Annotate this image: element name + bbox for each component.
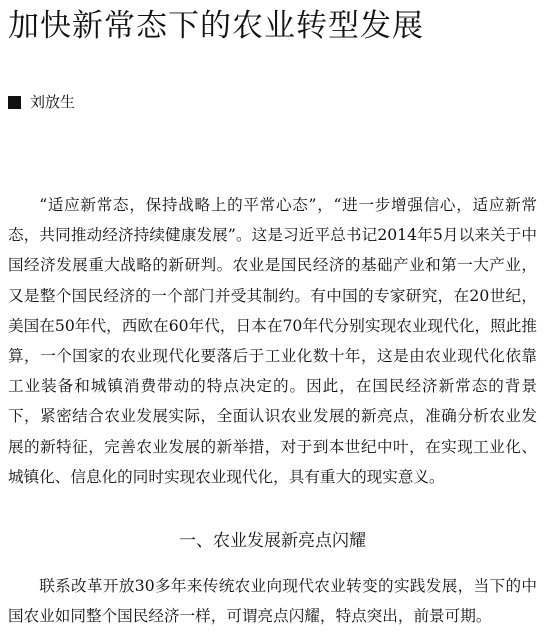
section-heading: 一、农业发展新亮点闪耀 bbox=[179, 531, 366, 551]
article-title: 加快新常态下的农业转型发展 bbox=[8, 8, 424, 44]
author-line bbox=[8, 92, 75, 112]
intro-paragraph: “适应新常态，保持战略上的平常心态”，“进一步增强信心，适应新常态，共同推动经济持续健康发展”。这是习近平总书记2014年5月以来关于中国经济发展重大战略的新研判。农业是国民经济的基础产业和第一大产业，又是整个国民经济的一个部门并受其制约。有中国的专家研究，在20世纪，美国在50年代，西欧在60年代，日本在70年代分别实现农业现代化，照此推算，一个国家的农业现代化要落后于工业化数十年，这是由农业现代化依靠工业装备和城镇消费带动的特点决定的。因此，在国民经济新常态的背景下，紧密结合农业发展实际，全面认识农业发展的新亮点，准确分析农业发展的新特征，完善农业发展的新举措，对于到本世纪中叶，在实现工业化、城镇化、信息化的同时实现农业现代化，具有重大的现实意义。 bbox=[8, 196, 537, 486]
section-paragraph: 联系改革开放30多年来传统农业向现代农业转变的实践发展，当下的中国农业如同整个国民经济一样，可谓亮点闪耀，特点突出，前景可期。 bbox=[8, 577, 537, 626]
author-name: 刘放生 bbox=[30, 93, 76, 111]
square-bullet-icon bbox=[8, 96, 21, 109]
